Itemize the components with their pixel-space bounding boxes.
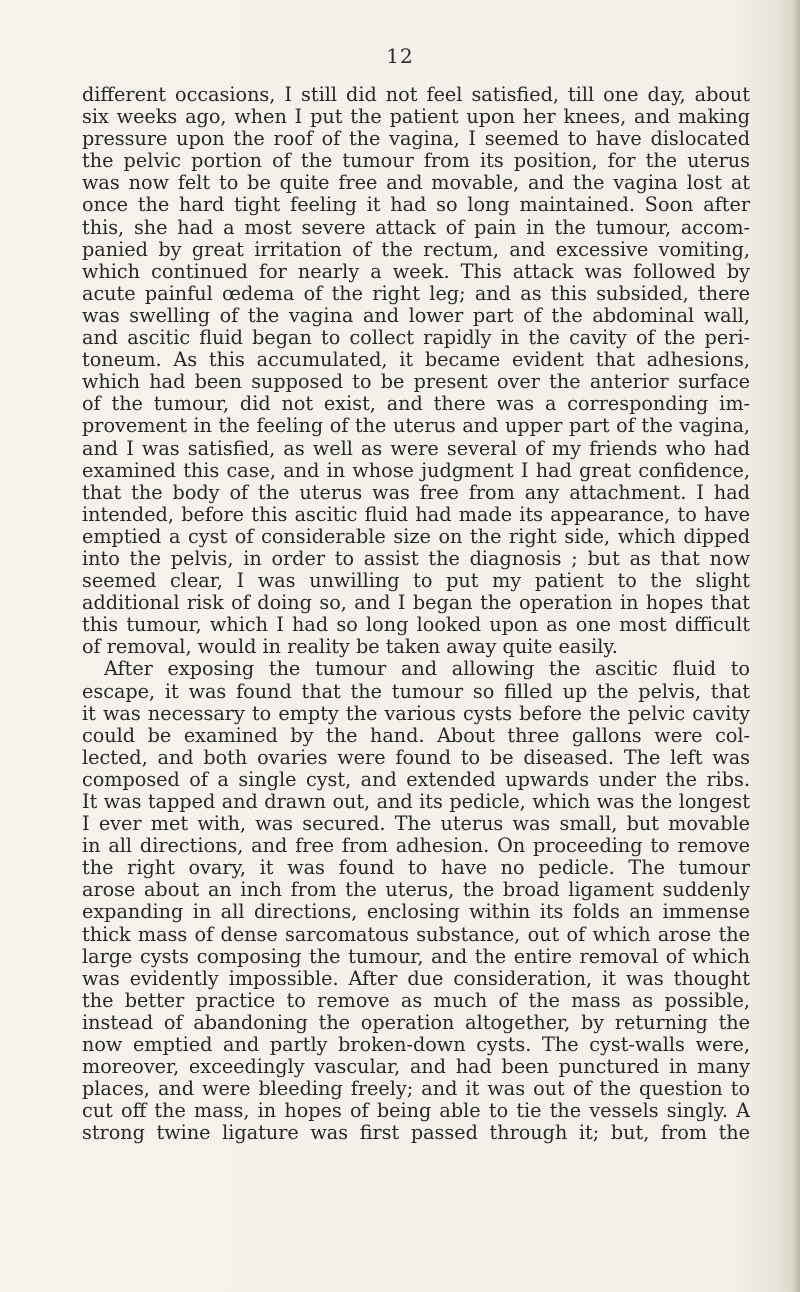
text-line: strong twine ligature was first passed through it; but, from the	[82, 1122, 750, 1145]
text-line: was evidently impossible. After due consideration, it was thought	[82, 967, 750, 990]
text-line: the pelvic portion of the tumour from its position, for the uterus	[82, 150, 750, 173]
text-line: pressure upon the roof of the vagina, I seemed to have dislocated	[82, 128, 750, 151]
text-line: thick mass of dense sarcomatous substance, out of which arose the	[82, 923, 750, 946]
text-line: in all directions, and free from adhesion. On proceeding to remove	[82, 835, 750, 858]
text-line: emptied a cyst of considerable size on the right side, which dipped	[82, 525, 750, 548]
text-line: could be examined by the hand. About three gallons were col-	[82, 724, 750, 747]
text-line: panied by great irritation of the rectum, and excessive vomiting,	[82, 238, 750, 261]
text-line: that the body of the uterus was free from any attachment. I had	[82, 481, 750, 504]
text-line: of removal, would in reality be taken away quite easily.	[82, 636, 618, 659]
text-line: large cysts composing the tumour, and the entire removal of which	[82, 945, 750, 968]
text-line: it was necessary to empty the various cysts before the pelvic cavity	[82, 702, 750, 725]
text-line: this tumour, which I had so long looked upon as one most difficult	[82, 614, 750, 637]
text-line: into the pelvis, in order to assist the diagnosis ; but as that now	[82, 547, 750, 570]
text-line: was now felt to be quite free and movable, and the vagina lost at	[82, 172, 750, 195]
body-text	[82, 84, 750, 1145]
text-line: once the hard tight feeling it had so long maintained. Soon after	[82, 194, 750, 217]
text-line: composed of a single cyst, and extended upwards under the ribs.	[82, 768, 750, 791]
page-edge-shadow	[792, 0, 800, 1292]
text-line: and I was satisfied, as well as were several of my friends who had	[82, 437, 750, 460]
text-line: After exposing the tumour and allowing the ascitic fluid to	[104, 658, 750, 681]
text-line: moreover, exceedingly vascular, and had been punctured in many	[82, 1056, 750, 1079]
page-number: 12	[386, 44, 414, 68]
text-line: the better practice to remove as much of the mass as possible,	[82, 989, 750, 1012]
text-line: provement in the feeling of the uterus and upper part of the vagina,	[82, 415, 750, 438]
text-line: escape, it was found that the tumour so filled up the pelvis, that	[82, 680, 750, 703]
text-line: examined this case, and in whose judgment I had great confidence,	[82, 459, 750, 482]
text-line: intended, before this ascitic fluid had made its appearance, to have	[82, 503, 750, 526]
text-line: and ascitic fluid began to collect rapidly in the cavity of the peri-	[82, 327, 750, 350]
text-line: instead of abandoning the operation altogether, by returning the	[82, 1011, 750, 1034]
text-line: now emptied and partly broken-down cysts. The cyst-walls were,	[82, 1034, 750, 1057]
text-line: toneum. As this accumulated, it became evident that adhesions,	[82, 349, 750, 372]
text-line: additional risk of doing so, and I began the operation in hopes that	[82, 592, 750, 615]
text-line: arose about an inch from the uterus, the broad ligament suddenly	[82, 879, 750, 902]
text-line: the right ovary, it was found to have no pedicle. The tumour	[82, 857, 750, 880]
text-line: expanding in all directions, enclosing within its folds an immense	[82, 901, 750, 924]
text-line: cut off the mass, in hopes of being able to tie the vessels singly. A	[82, 1100, 750, 1123]
text-line: was swelling of the vagina and lower part of the abdominal wall,	[82, 304, 750, 327]
text-line: lected, and both ovaries were found to be diseased. The left was	[82, 746, 750, 769]
text-line: It was tapped and drawn out, and its pedicle, which was the longest	[82, 791, 750, 813]
text-line: I ever met with, was secured. The uterus was small, but movable	[82, 813, 750, 836]
text-line: which had been supposed to be present over the anterior surface	[82, 371, 750, 394]
text-line: acute painful œdema of the right leg; and as this subsided, there	[82, 282, 750, 305]
text-line: which continued for nearly a week. This attack was followed by	[82, 260, 750, 283]
text-line: seemed clear, I was unwilling to put my patient to the slight	[82, 570, 750, 593]
text-line: this, she had a most severe attack of pain in the tumour, accom-	[82, 216, 750, 239]
text-line: different occasions, I still did not feel satisfied, till one day, about	[82, 84, 750, 106]
text-line: places, and were bleeding freely; and it was out of the question to	[82, 1078, 750, 1101]
text-line: six weeks ago, when I put the patient upon her knees, and making	[82, 106, 750, 129]
text-line: of the tumour, did not exist, and there was a corresponding im-	[82, 393, 750, 416]
